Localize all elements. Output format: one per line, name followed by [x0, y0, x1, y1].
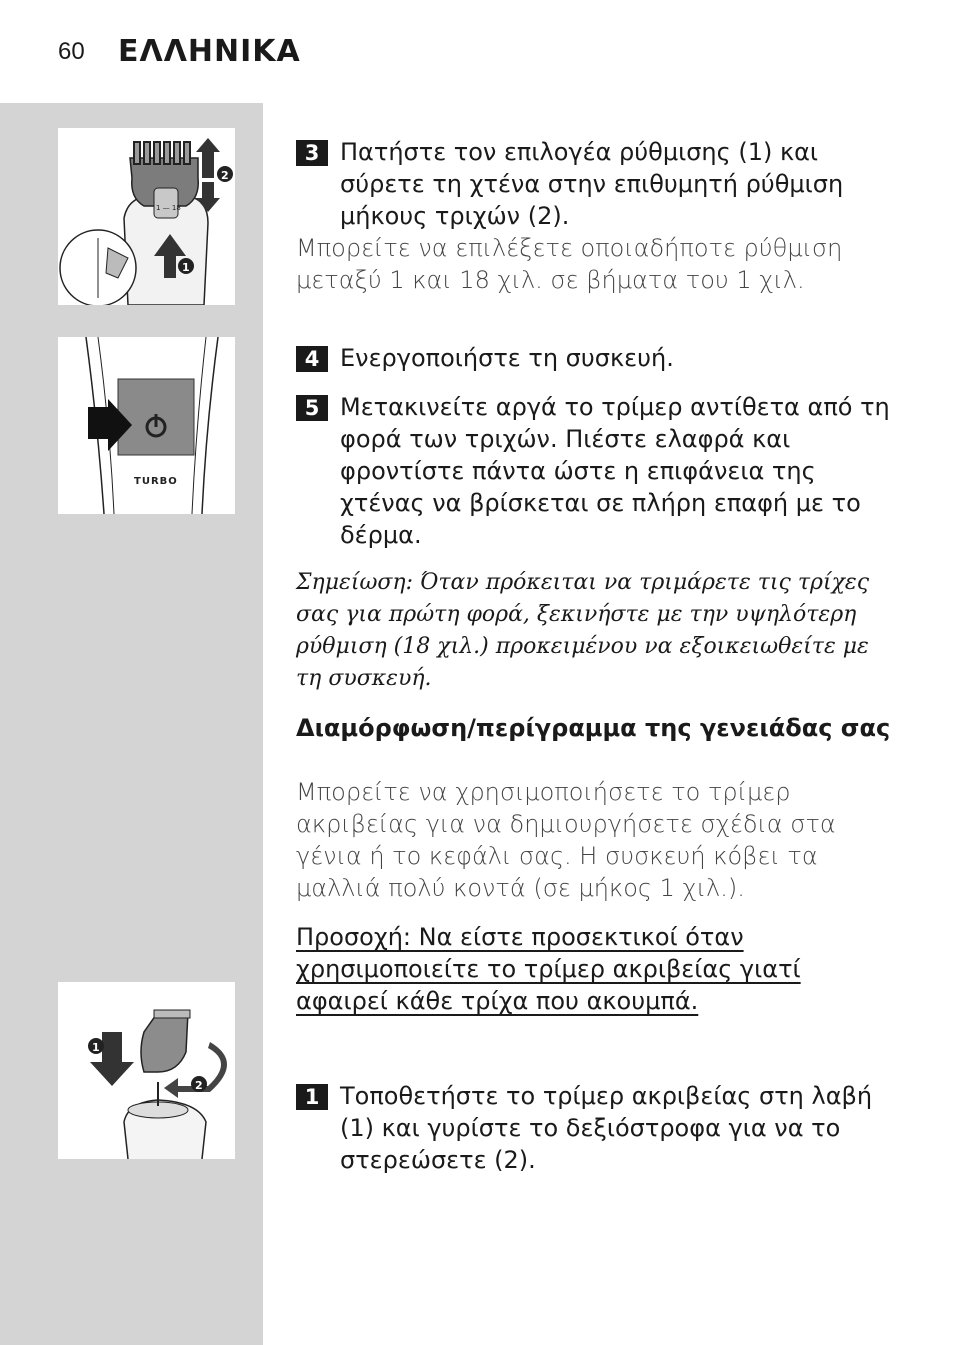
comb-illustration — [58, 128, 235, 305]
scale-label: 1 — 18 — [156, 204, 181, 212]
step-text: Μετακινείτε αργά το τρίμερ αντίθετα από τη φορά των τριχών. Πιέστε ελαφρά και φροντίστε πάντα ώστε η επιφάνεια της χτένας να βρίσκεται σε πλήρη επαφή με το δέρμα. — [340, 393, 890, 549]
step-number-badge: 5 — [296, 395, 328, 421]
step-number-badge: 4 — [296, 346, 328, 372]
step-3-detail: Μπορείτε να επιλέξετε οποιαδήποτε ρύθμιση μεταξύ 1 και 18 χιλ. σε βήματα του 1 χιλ. — [296, 234, 843, 294]
power-illustration — [58, 337, 235, 514]
step-5 — [296, 391, 896, 551]
step-text: Πατήστε τον επιλογέα ρύθμισης (1) και σύρετε τη χτένα στην επιθυμητή ρύθμιση μήκους τριχών (2). — [340, 138, 844, 230]
caution-text: Προσοχή: Να είστε προσεκτικοί όταν χρησιμοποιείτε το τρίμερ ακριβείας γιατί αφαιρεί κάθε τρίχα που ακουμπά. — [296, 923, 801, 1015]
section-heading: Διαμόρφωση/περίγραμμα της γενειάδας σας — [296, 714, 891, 742]
step-number-badge: 3 — [296, 140, 328, 166]
step-number-badge: 1 — [296, 1084, 328, 1110]
step-text: Ενεργοποιήστε τη συσκευή. — [340, 344, 674, 372]
callout-1: 1 — [92, 1041, 100, 1054]
page-number: 60 — [58, 38, 85, 65]
trimmer-illustration — [58, 982, 235, 1159]
callout-2: 2 — [221, 169, 229, 182]
turbo-label: TURBO — [134, 476, 178, 487]
step-1 — [296, 1080, 896, 1176]
step-4 — [296, 342, 896, 374]
note-text: Σημείωση: Όταν πρόκειται να τριμάρετε τις τρίχες σας για πρώτη φορά, ξεκινήστε με την υψηλότερη ρύθμιση (18 χιλ.) προκειμένου να εξοικειωθείτε με τη συσκευή. — [296, 570, 870, 691]
page-title: ΕΛΛΗΝΙΚΑ — [118, 34, 301, 69]
step-text: Τοποθετήστε το τρίμερ ακριβείας στη λαβή (1) και γυρίστε το δεξιόστροφα για να το στερεώσετε (2). — [340, 1082, 873, 1174]
step-3 — [296, 136, 896, 232]
callout-1: 1 — [182, 261, 190, 274]
callout-2: 2 — [195, 1079, 203, 1092]
section-text: Μπορείτε να χρησιμοποιήσετε το τρίμερ ακριβείας για να δημιουργήσετε σχέδια στα γένια ή το κεφάλι σας. Η συσκευή κόβει τα μαλλιά πολύ κοντά (σε μήκος 1 χιλ.). — [296, 778, 836, 902]
